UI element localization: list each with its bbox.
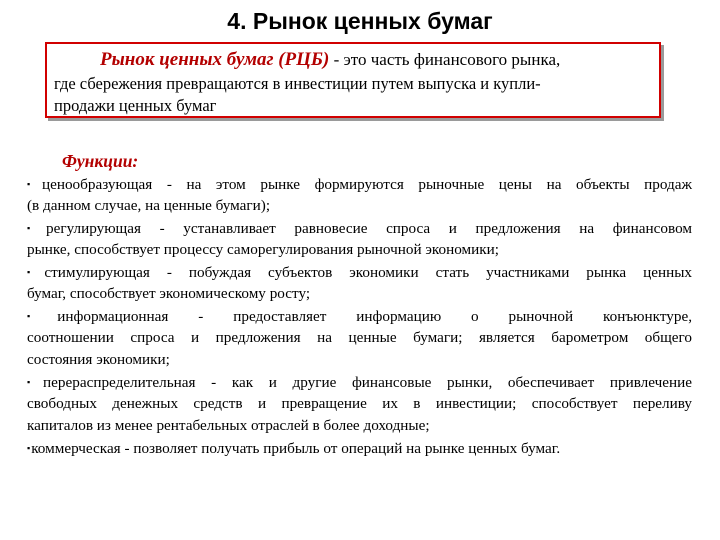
bullet-icon: ▪ (27, 223, 46, 233)
functions-heading: Функции: (62, 151, 139, 171)
page-title: 4. Рынок ценных бумаг (227, 8, 493, 34)
definition-line-3: продажи ценных бумаг (54, 96, 217, 115)
bullet-icon: ▪ (27, 267, 44, 277)
function-line: бумаг, способствует экономическому росту; (27, 285, 311, 302)
function-item-stimulating: ▪стимулирующая - побуждая субъектов экономики стать участниками рынка ценных (27, 264, 692, 281)
bullet-icon: ▪ (27, 179, 41, 189)
function-line: рынке, способствует процессу саморегулирования рыночной экономики; (27, 241, 500, 258)
function-line: состояния экономики; (27, 351, 170, 368)
function-item-commercial: ▪коммерческая - позволяет получать прибыль от операций на рынке ценных бумаг. (27, 440, 561, 457)
definition-term: Рынок ценных бумаг (РЦБ) (100, 49, 330, 70)
function-line: свободных денежных средств и превращение их в инвестиции; способствует переливу (27, 395, 692, 412)
definition-line-1-text: - это часть финансового рынка, (329, 50, 561, 69)
function-item-redistributive: ▪перераспределительная - как и другие финансовые рынки, обеспечивает привлечение (27, 374, 692, 391)
definition-line-2: где сбережения превращаются в инвестиции путем выпуска и купли- (54, 74, 541, 93)
function-line: (в данном случае, на ценные бумаги); (27, 197, 271, 214)
function-item-regulating: ▪регулирующая - устанавливает равновесие спроса и предложения на финансовом (27, 220, 692, 237)
bullet-icon: ▪ (27, 311, 57, 321)
function-item-informational: ▪информационная - предоставляет информацию о рыночной конъюнктуре, (27, 308, 692, 325)
function-item-pricing: ▪ценообразующая - на этом рынке формируются рыночные цены на объекты продаж (27, 176, 692, 193)
function-line: капиталов из менее рентабельных отраслей в более доходные; (27, 417, 430, 434)
bullet-icon: ▪ (27, 443, 31, 453)
bullet-icon: ▪ (27, 377, 43, 387)
function-line: соотношении спроса и предложения на ценные бумаги; является барометром общего (27, 329, 692, 346)
definition-line-1 (100, 50, 560, 70)
